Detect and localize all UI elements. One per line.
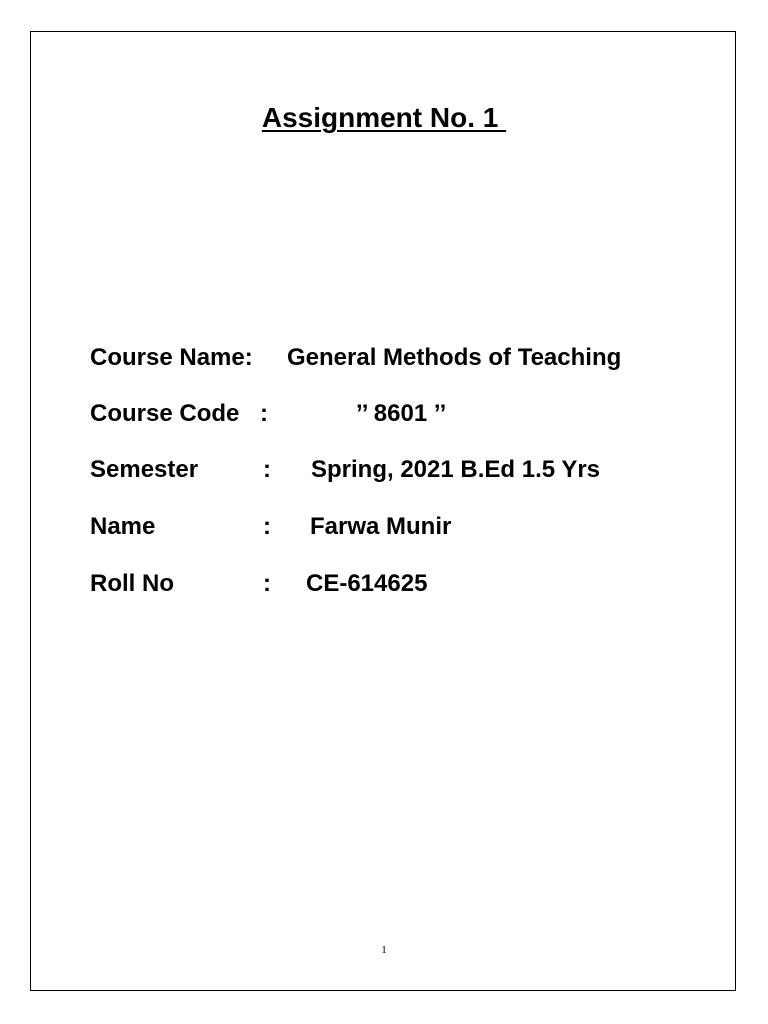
name-row — [90, 510, 690, 544]
semester-colon: : — [263, 456, 271, 483]
course-name-label: Course Name: — [90, 344, 253, 371]
page-number: 1 — [381, 944, 387, 956]
roll-no-colon: : — [263, 570, 271, 597]
course-code-value: ’’ 8601 ’’ — [356, 400, 447, 427]
assignment-title-container — [0, 100, 768, 136]
course-code-colon: : — [260, 400, 268, 427]
course-code-row — [90, 397, 690, 431]
course-code-label: Course Code — [90, 400, 240, 427]
semester-row — [90, 453, 690, 487]
roll-no-value: CE-614625 — [306, 570, 428, 597]
course-name-value: General Methods of Teaching — [287, 344, 622, 371]
name-colon: : — [263, 513, 271, 540]
name-value: Farwa Munir — [310, 513, 452, 540]
assignment-title: Assignment No. 1 — [261, 102, 507, 133]
semester-value: Spring, 2021 B.Ed 1.5 Yrs — [311, 456, 601, 483]
roll-no-row — [90, 567, 690, 601]
course-name-row — [90, 341, 690, 375]
semester-label: Semester — [90, 456, 199, 483]
name-label: Name — [90, 513, 156, 540]
roll-no-label: Roll No — [90, 570, 174, 597]
